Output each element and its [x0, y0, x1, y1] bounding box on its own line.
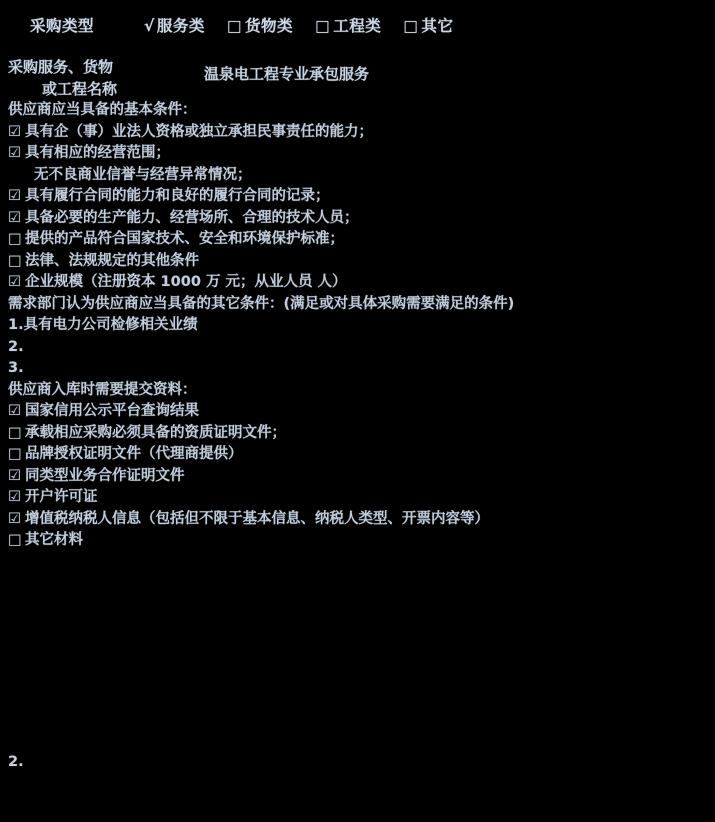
requirement-item-note [8, 165, 713, 187]
checkbox-checked-icon[interactable]: ☑ [8, 145, 21, 161]
requirement-item-label: 具有企（事）业法人资格或独立承担民事责任的能力； [25, 123, 373, 140]
section2-item[interactable]: 3. [8, 360, 24, 376]
requirement-item-label: 法律、法规规定的其他条件 [25, 252, 199, 269]
checkbox-icon[interactable]: □ [8, 532, 22, 548]
purchase-name-value: 温泉电工程专业承包服务 [204, 65, 370, 83]
checkbox-icon[interactable]: □ [226, 17, 243, 35]
checkbox-icon[interactable]: □ [8, 252, 22, 269]
checkbox-checked-icon[interactable]: ☑ [8, 188, 21, 204]
purchase-type-option-other-label: 其它 [421, 17, 454, 35]
requirement-item-company-scale[interactable] [8, 272, 713, 294]
purchase-type-option-project-label: 工程类 [333, 17, 382, 35]
checkbox-icon[interactable]: □ [403, 17, 419, 35]
requirement-item-label: 企业规模（注册资本 1000 万 元；从业人员 人） [25, 274, 347, 290]
document-item-label: 开户许可证 [25, 489, 98, 505]
requirement-item[interactable] [8, 251, 713, 273]
requirement-item[interactable] [8, 122, 713, 144]
requirement-item[interactable] [8, 229, 713, 251]
purchase-name-label-line1: 采购服务、货物 [8, 58, 114, 76]
document-item[interactable] [8, 530, 713, 552]
document-item-label: 承载相应采购必须具备的资质证明文件； [25, 424, 286, 441]
checkbox-checked-icon[interactable]: ☑ [8, 123, 21, 140]
document-item[interactable] [8, 466, 713, 488]
section1-title: 供应商应当具备的基本条件： [8, 102, 197, 118]
document-item-label: 品牌授权证明文件（代理商提供） [25, 446, 243, 462]
purchase-type-row [30, 14, 475, 36]
requirement-item[interactable] [8, 208, 713, 230]
requirement-item-label: 具有履行合同的能力和良好的履行合同的记录； [25, 188, 330, 204]
purchase-name-label-line2: 或工程名称 [42, 79, 118, 98]
document-item[interactable] [8, 444, 713, 466]
checkbox-icon[interactable]: □ [8, 424, 22, 441]
section2-item[interactable]: 2. [8, 338, 24, 355]
document-item-label: 同类型业务合作证明文件 [25, 467, 185, 484]
checkbox-checked-icon[interactable]: ☑ [8, 209, 21, 226]
checkbox-checked-icon[interactable]: ☑ [8, 403, 21, 419]
document-item-label: 其它材料 [25, 532, 83, 548]
requirement-item-label: 无不良商业信誉与经营异常情况； [34, 166, 252, 183]
checkbox-icon[interactable]: □ [315, 17, 331, 35]
footer-item[interactable]: 2. [8, 754, 24, 770]
document-item-label: 国家信用公示平台查询结果 [25, 403, 199, 419]
checkbox-checked-icon[interactable]: ☑ [8, 274, 21, 290]
purchase-type-option-project[interactable] [315, 14, 381, 36]
section3-title: 供应商入库时需要提交资料： [8, 381, 197, 398]
purchase-type-option-service-label: 服务类 [156, 17, 205, 35]
requirement-item-label: 具有相应的经营范围； [25, 145, 170, 161]
checkbox-checked-icon[interactable]: ☑ [8, 467, 21, 484]
purchase-type-option-goods[interactable] [227, 14, 293, 36]
purchase-name-block [8, 57, 708, 101]
check-tick-icon[interactable]: √ [144, 17, 155, 35]
requirement-item-label: 提供的产品符合国家技术、安全和环境保护标准； [25, 231, 344, 247]
checkbox-checked-icon[interactable]: ☑ [8, 489, 21, 505]
requirement-item[interactable] [8, 143, 713, 165]
purchase-type-option-other[interactable] [403, 14, 453, 36]
requirement-item[interactable] [8, 186, 713, 208]
purchase-type-option-goods-label: 货物类 [245, 17, 294, 35]
section2-title: 需求部门认为供应商应当具备的其它条件：(满足或对具体采购需要满足的条件) [8, 295, 515, 312]
requirement-item-label: 具备必要的生产能力、经营场所、合理的技术人员； [25, 209, 359, 226]
document-item[interactable] [8, 509, 713, 531]
checkbox-checked-icon[interactable]: ☑ [8, 510, 21, 527]
document-body [8, 100, 713, 552]
section2-item[interactable]: 1.具有电力公司检修相关业绩 [8, 317, 198, 333]
document-item[interactable] [8, 423, 713, 445]
document-item[interactable] [8, 487, 713, 509]
document-item-label: 增值税纳税人信息（包括但不限于基本信息、纳税人类型、开票内容等） [25, 510, 489, 527]
purchase-type-label: 采购类型 [30, 17, 95, 35]
checkbox-icon[interactable]: □ [8, 231, 22, 247]
purchase-type-option-service[interactable] [144, 14, 205, 36]
document-item[interactable] [8, 401, 713, 423]
checkbox-icon[interactable]: □ [8, 446, 22, 462]
